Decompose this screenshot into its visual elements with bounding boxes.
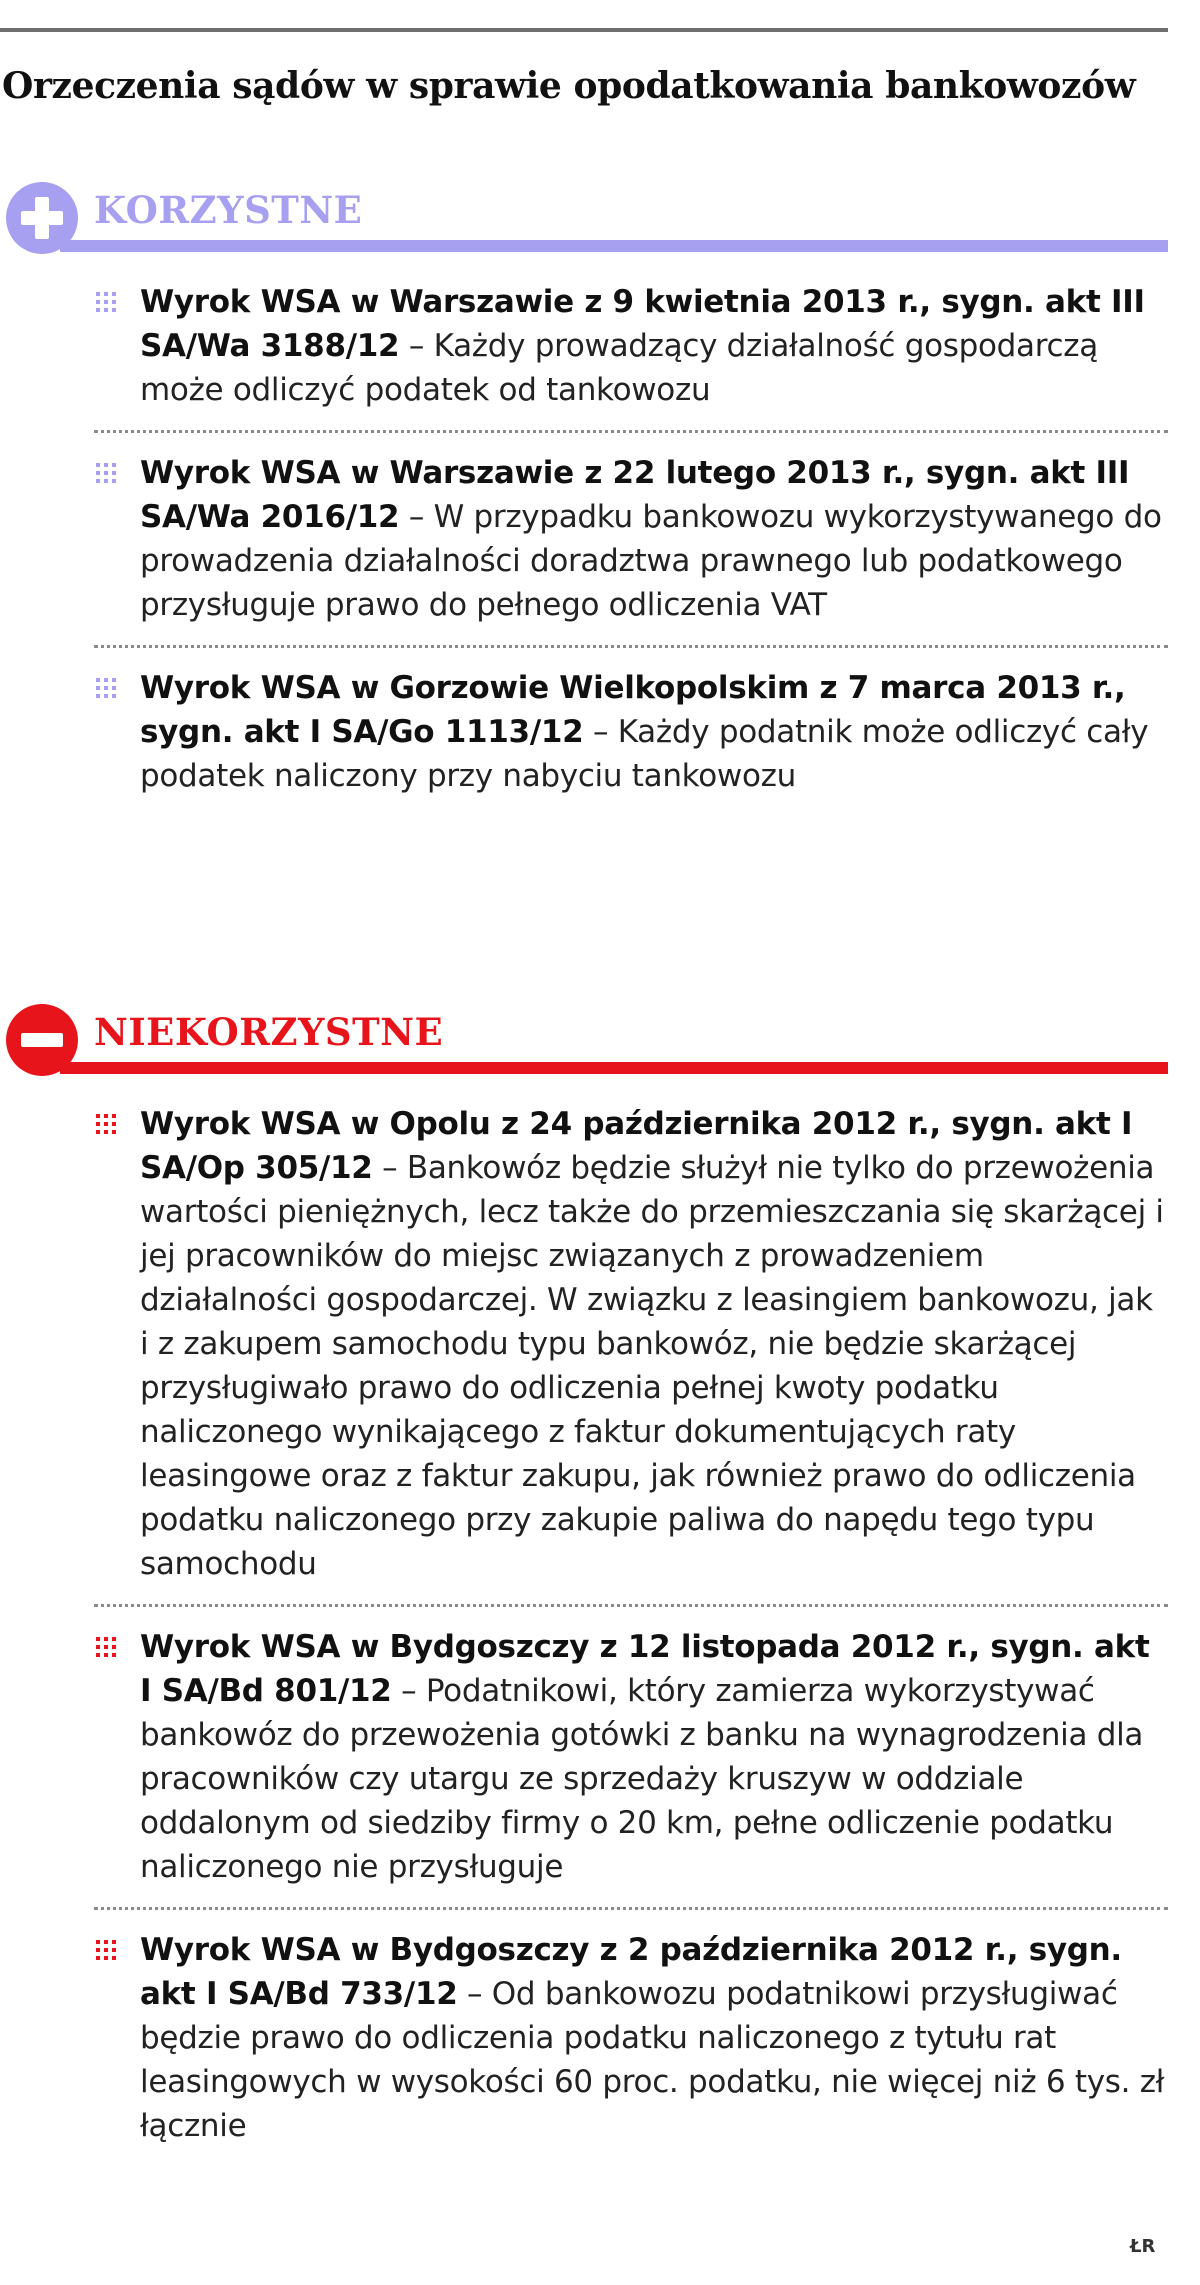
rulings-list-favorable	[0, 262, 1200, 816]
grid-bullet-icon	[94, 1112, 118, 1136]
section-rule-favorable	[60, 240, 1168, 252]
section-label-favorable: KORZYSTNE	[94, 188, 363, 232]
ruling-reference: Wyrok WSA w Bydgoszczy z 2 października 2012 r., sygn. akt I SA/Bd 733/12	[140, 1932, 1122, 2012]
ruling-summary: – W przypadku bankowozu wykorzystywanego do prowadzenia działalności doradztwa prawnego lub podatkowego przysługuje prawo do pełnego odliczenia VAT	[140, 499, 1162, 623]
grid-bullet-icon	[94, 461, 118, 485]
ruling-item	[94, 1907, 1168, 2166]
grid-bullet-icon	[94, 290, 118, 314]
section-unfavorable	[0, 1004, 1200, 2166]
ruling-item	[94, 1604, 1168, 1907]
ruling-summary: – Bankowóz będzie służył nie tylko do przewożenia wartości pieniężnych, lecz także do przemieszczania się skarżącej i jej pracowników do miejsc związanych z prowadzeniem działalności gospodarczej. W związku z leasingiem bankowozu, jak i z zakupem samochodu typu bankowóz, nie będzie skarżącej przysługiwało prawo do odliczenia pełnej kwoty podatku naliczonego wynikającego z faktur dokumentujących raty leasingowe oraz z faktur zakupu, jak również prawo do odliczenia podatku naliczonego przy zakupie paliwa do napędu tego typu samochodu	[140, 1150, 1164, 1582]
author-credit: ŁR	[1130, 2236, 1156, 2257]
rulings-list-unfavorable	[0, 1084, 1200, 2166]
section-favorable	[0, 182, 1200, 816]
section-rule-unfavorable	[60, 1062, 1168, 1074]
section-header-unfavorable	[0, 1004, 1200, 1084]
ruling-item	[94, 430, 1168, 645]
ruling-summary: – Każdy prowadzący działalność gospodarczą może odliczyć podatek od tankowozu	[140, 328, 1098, 408]
ruling-item	[94, 262, 1168, 430]
section-label-unfavorable: NIEKORZYSTNE	[94, 1010, 444, 1054]
ruling-item	[94, 1084, 1168, 1604]
section-header-favorable	[0, 182, 1200, 262]
top-divider	[0, 28, 1168, 32]
ruling-reference: Wyrok WSA w Opolu z 24 października 2012 r., sygn. akt I SA/Op 305/12	[140, 1106, 1133, 1186]
ruling-summary: – Podatnikowi, który zamierza wykorzystywać bankowóz do przewożenia gotówki z banku na wynagrodzenia dla pracowników czy utargu ze sprzedaży kruszyw w oddziale oddalonym od siedziby firmy o 20 km, pełne odliczenie podatku naliczonego nie przysługuje	[140, 1673, 1144, 1885]
ruling-summary: – Od bankowozu podatnikowi przysługiwać będzie prawo do odliczenia podatku naliczonego z tytułu rat leasingowych w wysokości 60 proc. podatku, nie więcej niż 6 tys. zł łącznie	[140, 1976, 1165, 2144]
ruling-reference: Wyrok WSA w Gorzowie Wielkopolskim z 7 marca 2013 r., sygn. akt I SA/Go 1113/12	[140, 670, 1126, 750]
ruling-reference: Wyrok WSA w Warszawie z 22 lutego 2013 r., sygn. akt III SA/Wa 2016/12	[140, 455, 1130, 535]
ruling-reference: Wyrok WSA w Bydgoszczy z 12 listopada 2012 r., sygn. akt I SA/Bd 801/12	[140, 1629, 1150, 1709]
ruling-summary: – Każdy podatnik może odliczyć cały podatek naliczony przy nabyciu tankowozu	[140, 714, 1149, 794]
ruling-item	[94, 645, 1168, 816]
grid-bullet-icon	[94, 1938, 118, 1962]
grid-bullet-icon	[94, 676, 118, 700]
grid-bullet-icon	[94, 1635, 118, 1659]
ruling-reference: Wyrok WSA w Warszawie z 9 kwietnia 2013 r., sygn. akt III SA/Wa 3188/12	[140, 284, 1145, 364]
page-title: Orzeczenia sądów w sprawie opodatkowania bankowozów	[2, 65, 1136, 107]
